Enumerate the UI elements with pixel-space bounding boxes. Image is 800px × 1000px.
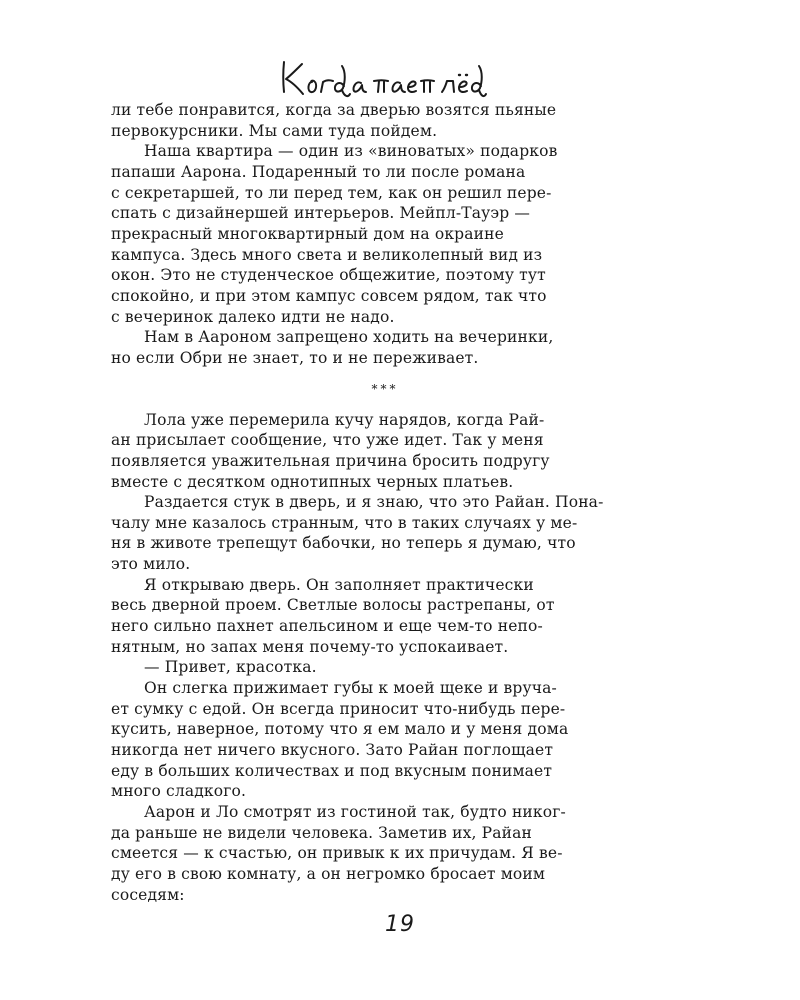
text-line: вместе с десятком однотипных черных платьев. bbox=[111, 472, 514, 491]
paragraph-p9 bbox=[111, 802, 659, 905]
text-line: никогда нет ничего вкусного. Зато Райан поглощает bbox=[111, 741, 554, 760]
paragraph-p6 bbox=[111, 575, 659, 658]
running-head-script bbox=[278, 58, 488, 102]
text-line: это мило. bbox=[111, 555, 191, 574]
text-line: ли тебе понравится, когда за дверью возятся пьяные bbox=[111, 101, 557, 119]
text-line: кампуса. Здесь много света и великолепный вид из bbox=[111, 245, 543, 264]
text-line: появляется уважительная причина бросить подругу bbox=[111, 451, 550, 470]
text-line: первокурсники. Мы сами туда пойдем. bbox=[111, 121, 438, 140]
text-line: много сладкого. bbox=[111, 782, 247, 801]
text-line: с вечеринок далеко идти не надо. bbox=[111, 307, 395, 326]
text-line: но если Обри не знает, то и не переживает. bbox=[111, 348, 479, 367]
text-line: — Привет, красотка. bbox=[144, 658, 317, 677]
text-line: ан присылает сообщение, что уже идет. Так у меня bbox=[111, 431, 544, 450]
text-line: Лола уже перемерила кучу нарядов, когда Рай- bbox=[144, 410, 545, 429]
text-line: еду в больших количествах и под вкусным понимает bbox=[111, 761, 553, 780]
text-line: Раздается стук в дверь, и я знаю, что это Райан. Пона- bbox=[144, 493, 604, 512]
text-line: спать с дизайнершей интерьеров. Мейпл-Тауэр — bbox=[111, 204, 531, 223]
paragraph-p7 bbox=[111, 657, 659, 678]
paragraph-p1 bbox=[111, 100, 659, 141]
text-line: Я открываю дверь. Он заполняет практически bbox=[144, 575, 534, 594]
text-line: соседям: bbox=[111, 885, 185, 904]
text-line: Наша квартира — один из «виноватых» подарков bbox=[144, 142, 558, 161]
running-head bbox=[278, 58, 488, 102]
text-line: ет сумку с едой. Он всегда приносит что-нибудь пере- bbox=[111, 699, 566, 718]
text-line: с секретаршей, то ли перед тем, как он решил пере- bbox=[111, 183, 552, 202]
text-line: смеется — к счастью, он привык к их причудам. Я ве- bbox=[111, 844, 563, 863]
text-line: Аарон и Ло смотрят из гостиной так, будто никог- bbox=[144, 803, 566, 821]
text-line: Он слегка прижимает губы к моей щеке и вруча- bbox=[144, 679, 557, 698]
section-separator: *** bbox=[371, 381, 399, 396]
text-line: Нам в Аароном запрещено ходить на вечеринки, bbox=[144, 328, 554, 347]
text-line: ня в животе трепещут бабочки, но теперь я думаю, что bbox=[111, 534, 576, 553]
text-line: спокойно, и при этом кампус совсем рядом, так что bbox=[111, 286, 547, 305]
text-line: да раньше не видели человека. Заметив их, Райан bbox=[111, 823, 532, 842]
text-line: прекрасный многоквартирный дом на окраине bbox=[111, 224, 504, 243]
text-line: окон. Это не студенческое общежитие, поэтому тут bbox=[111, 266, 546, 285]
paragraph-p8 bbox=[111, 678, 659, 802]
paragraphs-before-separator bbox=[111, 100, 659, 369]
text-line: него сильно пахнет апельсином и еще чем-то непо- bbox=[111, 617, 543, 636]
text-line: весь дверной проем. Светлые волосы растрепаны, от bbox=[111, 596, 555, 615]
text-line: нятным, но запах меня почему-то успокаивает. bbox=[111, 637, 509, 656]
text-line: папаши Аарона. Подаренный то ли после романа bbox=[111, 162, 526, 181]
text-line: чалу мне казалось странным, что в таких случаях у ме- bbox=[111, 513, 578, 532]
paragraph-p3 bbox=[111, 327, 659, 368]
page-number: 19 bbox=[385, 912, 415, 937]
text-line: ду его в свою комнату, а он негромко бросает моим bbox=[111, 864, 546, 883]
paragraph-p2 bbox=[111, 141, 659, 327]
paragraph-p4 bbox=[111, 410, 659, 493]
paragraph-p5 bbox=[111, 492, 659, 575]
text-line: кусить, наверное, потому что я ем мало и у меня дома bbox=[111, 720, 569, 739]
paragraphs-after-separator bbox=[111, 410, 659, 906]
body-text bbox=[111, 100, 659, 905]
